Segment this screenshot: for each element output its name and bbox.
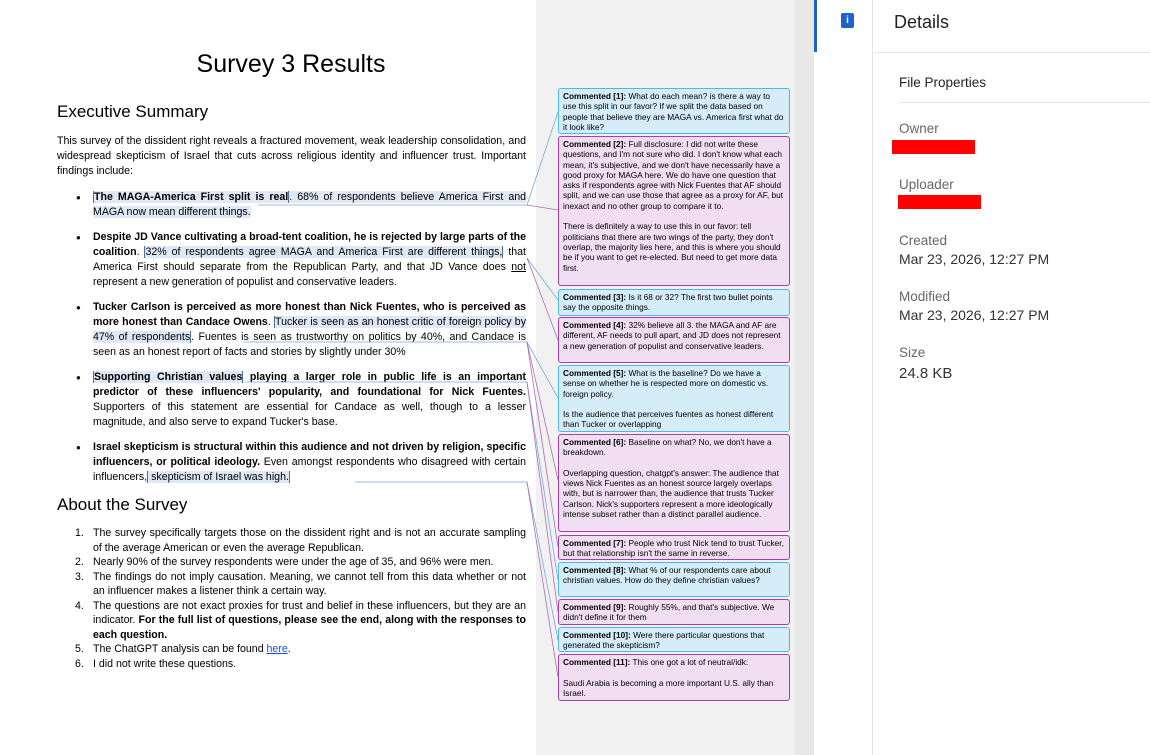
size-label: Size [899,345,926,360]
comment-8[interactable]: Commented [8]: What % of our respondents care about christian values. How do they define christian values? [558,562,790,597]
uploader-label: Uploader [899,177,954,192]
executive-summary-heading: Executive Summary [57,102,209,121]
finding-2: ● Despite JD Vance cultivating a broad-tent coalition, he is rejected by large parts of the coalition. 32% of respondents agree MAGA and America First are different things, that America First should separate from the Republican Party, and that JD Vance does not represent a new generation of populist and conservative leaders. [57,230,526,290]
about-item: 3. The findings do not imply causation. Meaning, we cannot tell from this data whether or not an influencer makes a listener think a certain way. [75,570,526,597]
details-panel [874,0,1150,755]
uploader-redaction [898,195,981,209]
comment-1[interactable]: Commented [1]: What do each mean? is there a way to use this split in our favor? If we split the data based on people that believe they are MAGA vs. America first what do it look like? [558,88,790,134]
finding-1: ● The MAGA-America First split is real. 68% of respondents believe America First and MAGA now mean different things. [57,190,526,220]
details-title: Details [894,12,950,32]
comment-10[interactable]: Commented [10]: Were there particular questions that generated the skepticism? [558,627,790,652]
comment-3[interactable]: Commented [3]: Is it 68 or 32? The first two bullet points say the opposite things. [558,289,790,316]
owner-redaction [892,140,975,154]
created-value: Mar 23, 2026, 12:27 PM [899,251,1050,267]
intro-paragraph: This survey of the dissident right reveals a fractured movement, weak leadership consolidation, and widespread skepticism of Israel that cuts across religious identity and influencer trust. Important findings include: [57,135,526,177]
divider [874,52,1150,53]
file-properties-heading: File Properties [899,75,987,90]
finding-5: ● Israel skepticism is structural within this audience and not driven by religion, specific influencers, or political ideology. Even amongst respondents who disagreed with certain influencers, skepticism of Israel was high. [57,440,526,485]
details-icon-rail [814,0,873,755]
panel-separator [795,0,815,755]
comment-6[interactable]: Commented [6]: Baseline on what? No, we don't have a breakdown. Overlapping question, chatgpt's answer: The audience that views Nick Fuentes as an honest source largely overlaps with, but is narrower than, the audience that trusts Tucker Carlson. Nick's supporters represent a more ideologically intense subset rather than a distinct parallel audience. [558,434,790,532]
about-item: 1. The survey specifically targets those on the dissident right and is not an accurate sampling of the average American or even the average Republican. [75,527,526,554]
comment-2[interactable]: Commented [2]: Full disclosure: I did not write these questions, and I'm not sure who did. I don't know what each mean, it's subjective, and we don't have necessarily have a good proxy for MAGA here. We do have one question that asks if respondents agree with Nick Fuentes that AF should split, and we can use those that agree as a proxy for AF, but inexact and no other group to compare it to. There is definitely a way to use this in our favor: tell politicians that there are two wings of the party, they don't overlap, the majority lies here, and this is where you should be if you want to get re-elected. But need to get more data first. [558,136,790,286]
owner-label: Owner [899,121,939,136]
divider [899,102,1150,103]
about-item: 5. The ChatGPT analysis can be found here. [75,643,291,655]
info-icon[interactable]: i [841,13,854,28]
comment-9[interactable]: Commented [9]: Roughly 55%, and that's subjective. We didn't define it for them [558,599,790,625]
chatgpt-analysis-link[interactable]: here [266,643,288,655]
about-survey-heading: About the Survey [57,495,188,514]
comment-7[interactable]: Commented [7]: People who trust Nick tend to trust Tucker, but that relationship isn't the same in reverse. [558,535,790,560]
modified-label: Modified [899,289,951,304]
document-title: Survey 3 Results [196,50,386,78]
about-list [57,526,526,671]
about-item: 6. I did not write these questions. [75,657,237,670]
about-item: 4. The questions are not exact proxies for trust and belief in these influencers, but they are an indicator. For the full list of questions, please see the end, along with the responses to each question. [75,599,526,641]
created-label: Created [899,233,948,248]
finding-3: ● Tucker Carlson is perceived as more honest than Nick Fuentes, who is perceived as more honest than Candace Owens. Tucker is seen as an honest critic of foreign policy by 47% of respondents. Fuentes is seen as trustworthy on politics by 40%, and Candace is seen as an honest report of facts and stories by slightly under 30% [57,300,526,360]
findings-list [57,190,526,495]
modified-value: Mar 23, 2026, 12:27 PM [899,307,1050,323]
comments-margin [536,0,795,755]
about-item: 2. Nearly 90% of the survey respondents were under the age of 35, and 96% were men. [75,556,494,568]
comment-4[interactable]: Commented [4]: 32% believe all 3. the MAGA and AF are different, AF needs to pull apart, and JD does not represent a new generation of populist and conservative leaders. [558,317,790,363]
comment-5[interactable]: Commented [5]: What is the baseline? Do we have a sense on whether he is respected more on domestic vs. foreign policy. Is the audience that perceives fuentes as honest different than Tucker or overlapping [558,365,790,432]
comment-11[interactable]: Commented [11]: This one got a lot of neutral/idk: Saudi Arabia is becoming a more important U.S. ally than Israel. [558,654,790,701]
size-value: 24.8 KB [899,365,953,382]
document-page [0,0,536,755]
finding-4: ● Supporting Christian values playing a larger role in public life is an important predictor of these influencers' popularity, and foundational for Nick Fuentes. Supporters of this statement are essential for Candace as well, though to a lesser magnitude, and also serve to expand Tucker's base. [57,370,526,430]
